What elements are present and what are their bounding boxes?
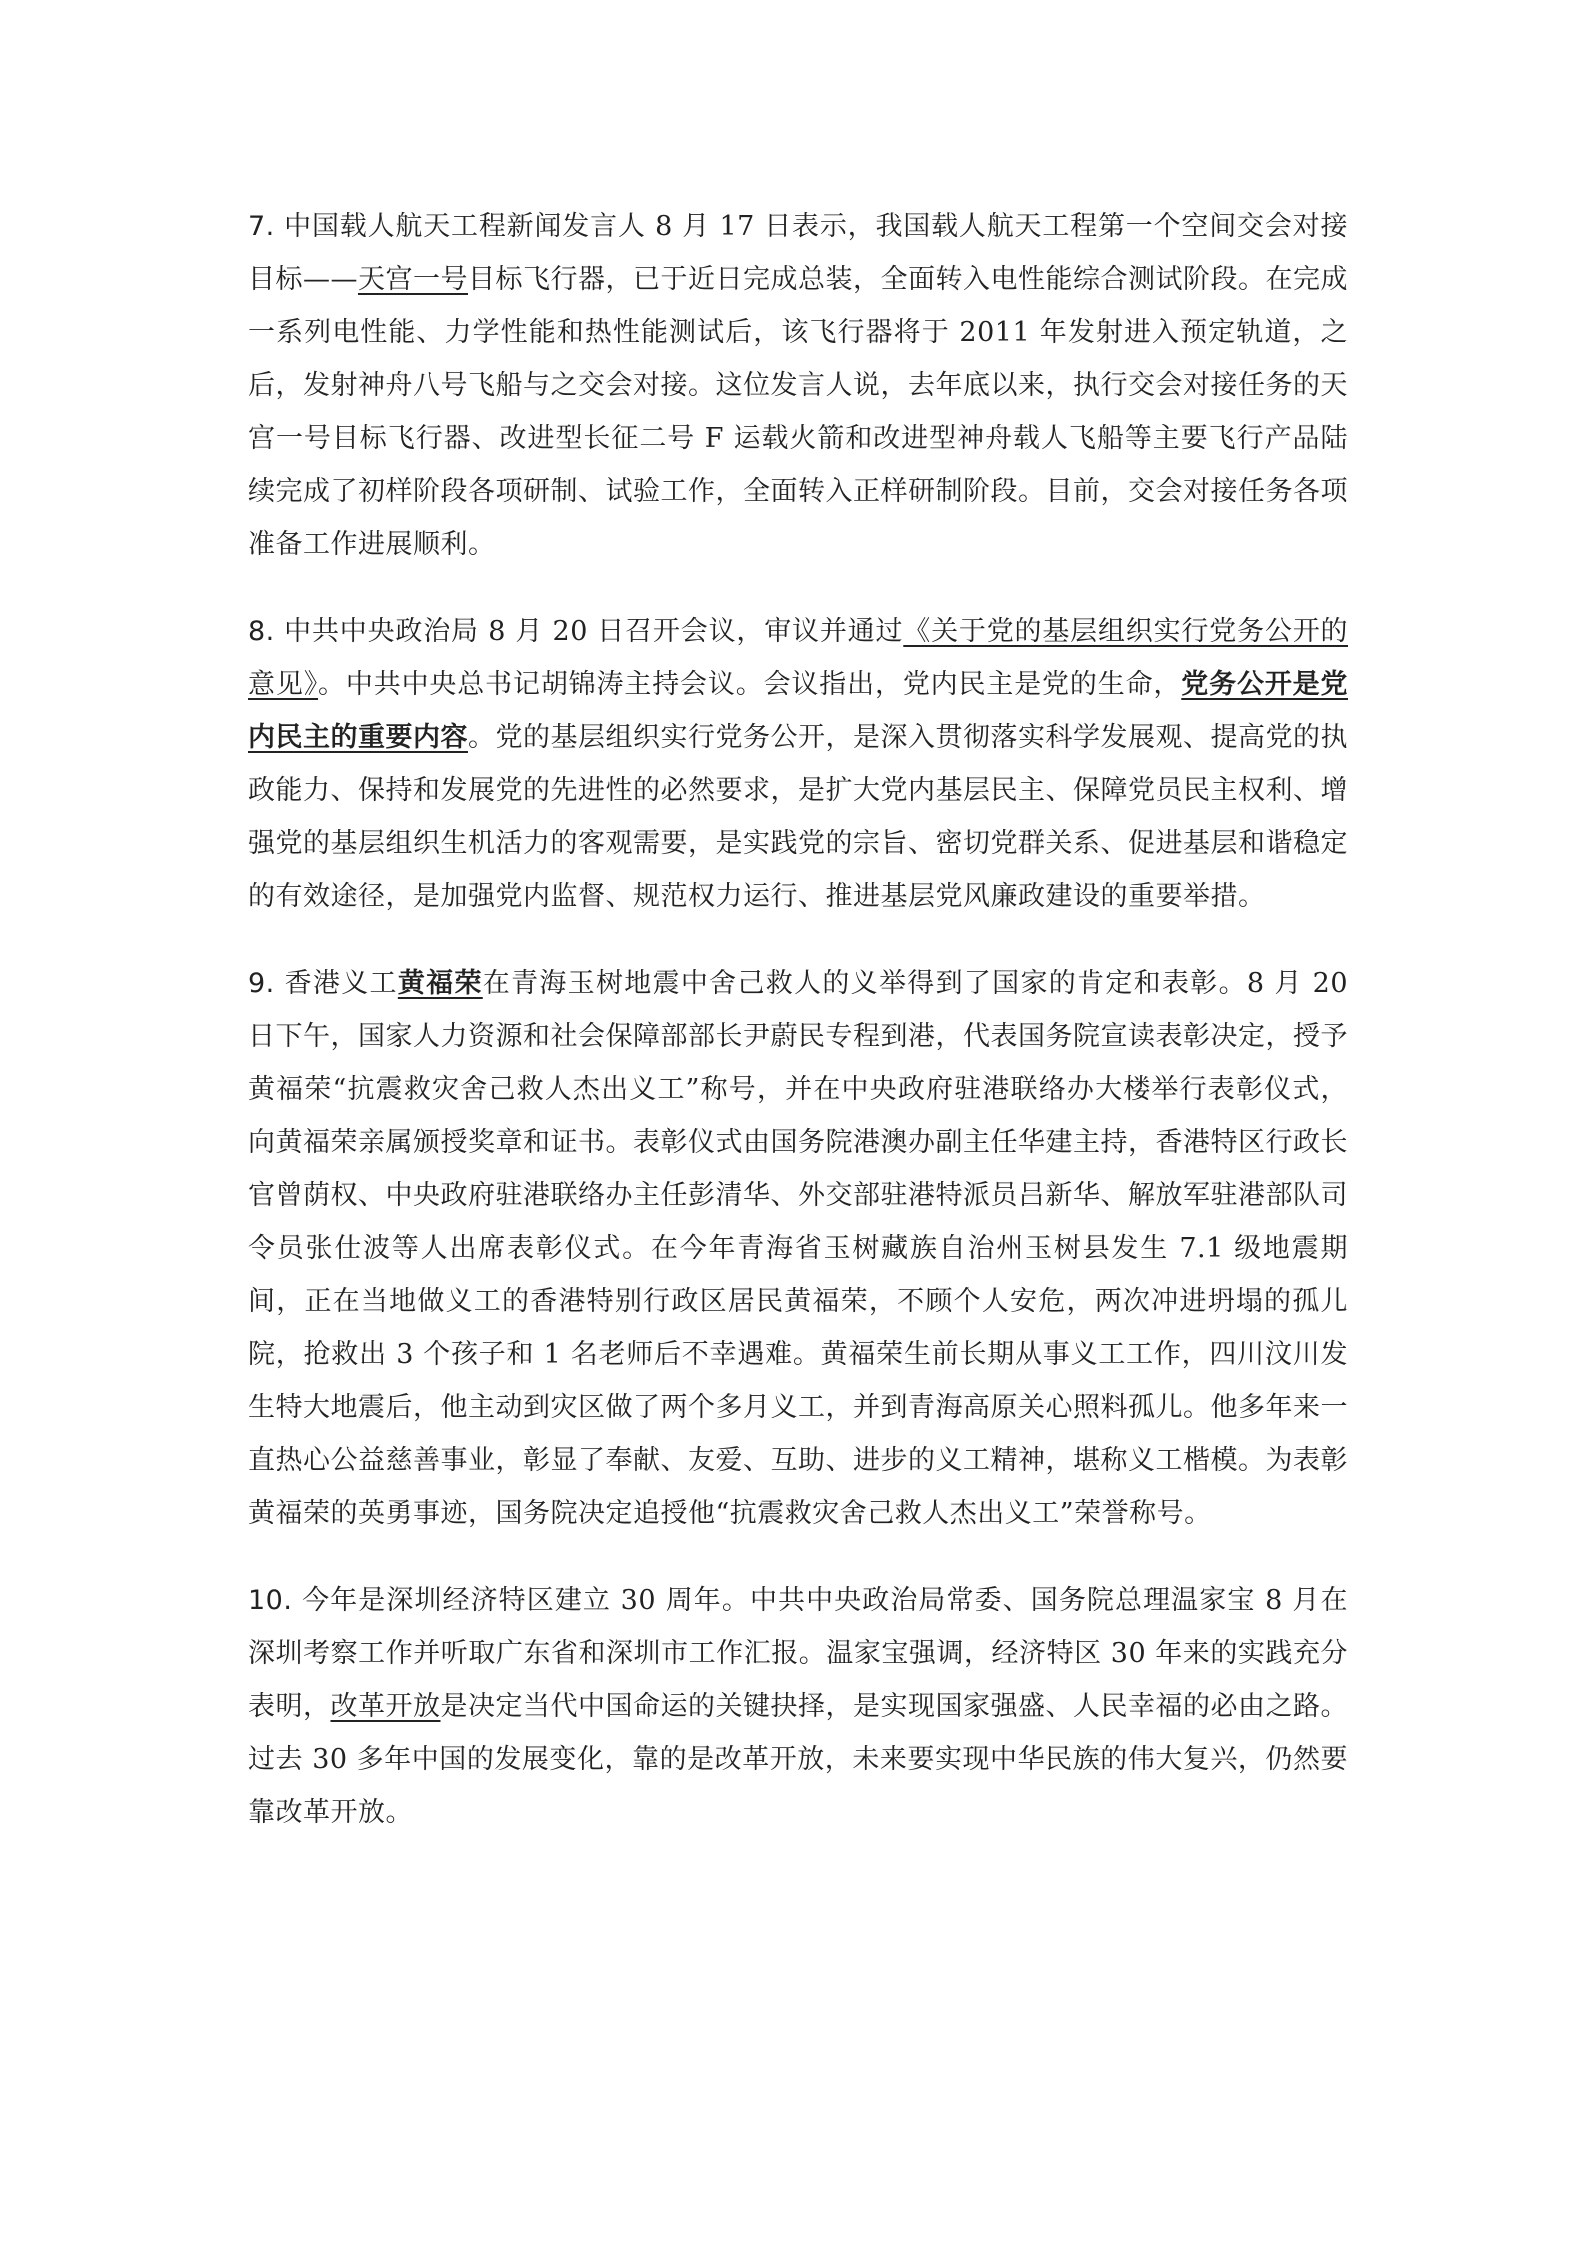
paragraph-10 — [248, 1574, 1348, 1839]
paragraph-7 — [248, 200, 1348, 571]
document-body — [248, 200, 1348, 1873]
paragraph-text: 中国载人航天工程新闻发言人 8 月 17 日表示，我国载人航天工程第一个空间交会对接目标—— — [248, 211, 1348, 295]
paragraph-text: 在青海玉树地震中舍己救人的义举得到了国家的肯定和表彰。8 月 20 日下午，国家人力资源和社会保障部部长尹蔚民专程到港，代表国务院宣读表彰决定，授予黄福荣“抗震救灾舍己救人杰出义工”称号，并在中央政府驻港联络办大楼举行表彰仪式，向黄福荣亲属颁授奖章和证书。表彰仪式由国务院港澳办副主任华建主持，香港特区行政长官曾荫权、中央政府驻港联络办主任彭清华、外交部驻港特派员吕新华、解放军驻港部队司令员张仕波等人出席表彰仪式。在今年青海省玉树藏族自治州玉树县发生 7.1 级地震期间，正在当地做义工的香港特别行政区居民黄福荣，不顾个人安危，两次冲进坍塌的孤儿院，抢救出 3 个孩子和 1 名老师后不幸遇难。黄福荣生前长期从事义工工作，四川汶川发生特大地震后，他主动到灾区做了两个多月义工，并到青海高原关心照料孤儿。他多年来一直热心公益慈善事业，彰显了奉献、友爱、互助、进步的义工精神，堪称义工楷模。为表彰黄福荣的英勇事迹，国务院决定追授他“抗震救灾舍己救人杰出义工”荣誉称号。 — [248, 968, 1348, 1529]
paragraph-8 — [248, 605, 1348, 923]
paragraph-number: 8. — [248, 616, 275, 647]
paragraph-text: 目标飞行器，已于近日完成总装，全面转入电性能综合测试阶段。在完成一系列电性能、力学性能和热性能测试后，该飞行器将于 2011 年发射进入预定轨道，之后，发射神舟八号飞船与之交会对接。这位发言人说，去年底以来，执行交会对接任务的天宫一号目标飞行器、改进型长征二号 F 运载火箭和改进型神舟载人飞船等主要飞行产品陆续完成了初样阶段各项研制、试验工作，全面转入正样研制阶段。目前，交会对接任务各项准备工作进展顺利。 — [248, 264, 1348, 560]
paragraph-text: 今年是深圳经济特区建立 30 周年。中共中央政治局常委、国务院总理温家宝 8 月在深圳考察工作并听取广东省和深圳市工作汇报。温家宝强调，经济特区 30 年来的实践充分表明， — [248, 1585, 1348, 1722]
paragraph-text: 是决定当代中国命运的关键抉择，是实现国家强盛、人民幸福的必由之路。过去 30 多年中国的发展变化，靠的是改革开放，未来要实现中华民族的伟大复兴，仍然要靠改革开放。 — [248, 1691, 1348, 1828]
paragraph-9 — [248, 957, 1348, 1540]
underlined-name: 黄福荣 — [397, 968, 483, 999]
underlined-term-reform: 改革开放 — [330, 1691, 441, 1722]
underlined-title-opinion: 《关于党的基层组织实行党务公开的意见》 — [248, 616, 1349, 700]
paragraph-text: 。中共中央总书记胡锦涛主持会议。会议指出，党内民主是党的生命， — [318, 669, 1182, 700]
underlined-term-tiangong: 天宫一号 — [358, 264, 468, 295]
paragraph-number: 10. — [248, 1585, 293, 1616]
paragraph-text: 中共中央政治局 8 月 20 日召开会议，审议并通过 — [274, 616, 904, 647]
paragraph-text: 香港义工 — [274, 968, 398, 999]
paragraph-number: 7. — [248, 211, 275, 242]
underlined-bold-phrase: 党务公开是党内民主的重要内容 — [248, 669, 1349, 753]
paragraph-text: 。党的基层组织实行党务公开，是深入贯彻落实科学发展观、提高党的执政能力、保持和发展党的先进性的必然要求，是扩大党内基层民主、保障党员民主权利、增强党的基层组织生机活力的客观需要，是实践党的宗旨、密切党群关系、促进基层和谐稳定的有效途径，是加强党内监督、规范权力运行、推进基层党风廉政建设的重要举措。 — [248, 722, 1348, 912]
paragraph-number: 9. — [248, 968, 275, 999]
